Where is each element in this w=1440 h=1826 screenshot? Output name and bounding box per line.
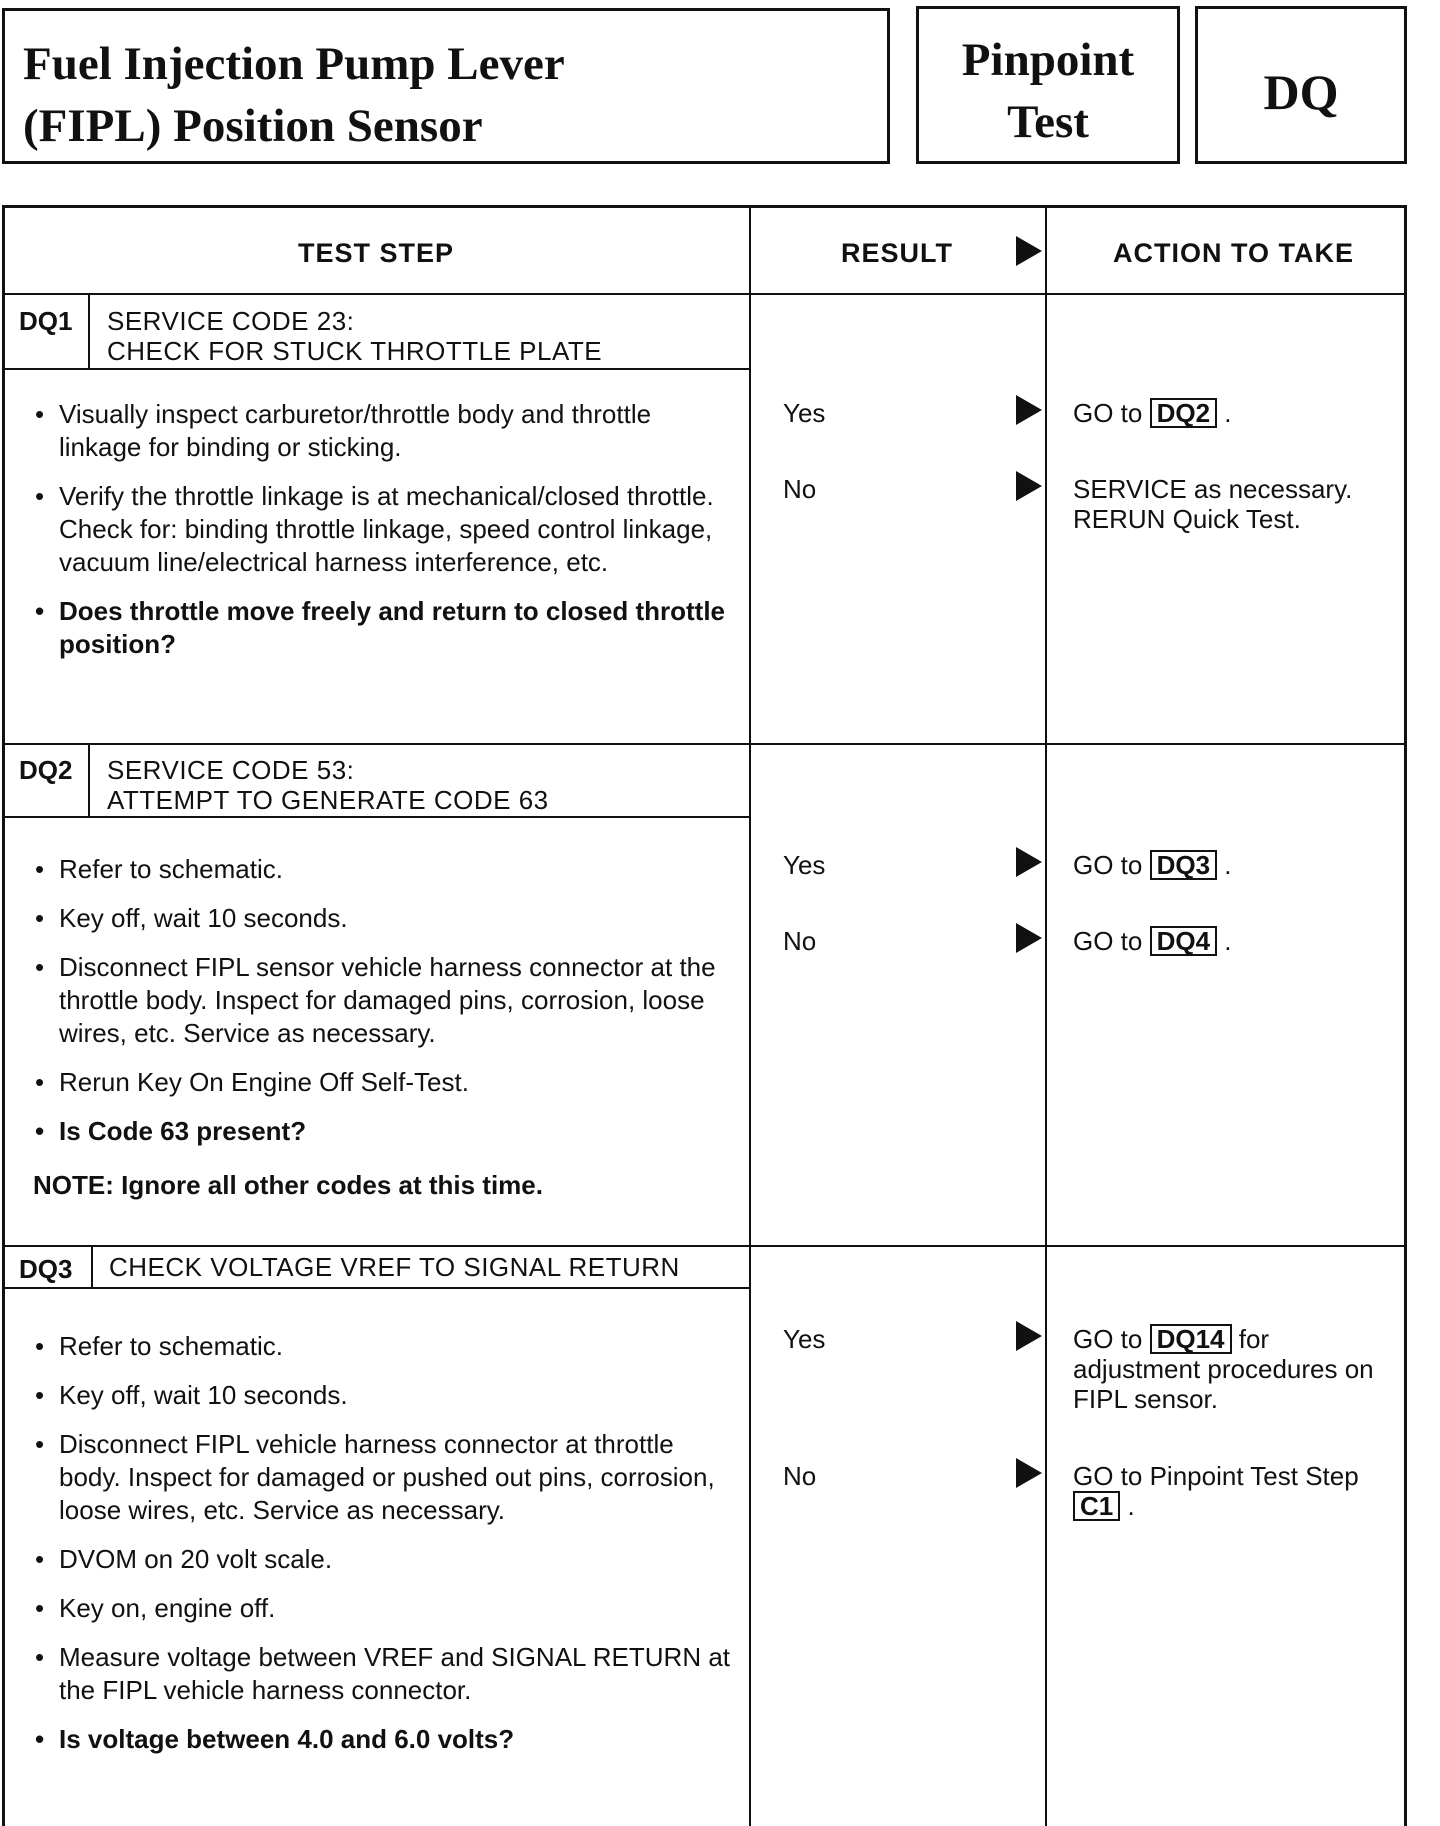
list-item: • Disconnect FIPL sensor vehicle harness connector at the throttle body. Inspect for damaged pins, corrosion, loose wires, etc. Service as necessary. <box>31 951 731 1050</box>
step-divider <box>5 743 1404 745</box>
arrow-right-icon <box>1016 236 1042 266</box>
pinpoint-table <box>2 205 1407 1826</box>
list-item: • Refer to schematic. <box>31 1330 731 1363</box>
step-title-dq1: SERVICE CODE 23: CHECK FOR STUCK THROTTLE PLATE <box>107 306 603 366</box>
action-heading: ACTION TO TAKE <box>1113 238 1354 268</box>
step-question: • Is voltage between 4.0 and 6.0 volts? <box>31 1723 731 1756</box>
test-code: DQ <box>1263 64 1339 120</box>
pinpoint-label: Pinpoint <box>961 34 1135 86</box>
arrow-right-icon <box>1016 923 1042 953</box>
step-note: NOTE: Ignore all other codes at this time. <box>33 1170 543 1200</box>
step-title-divider <box>5 368 749 370</box>
action-no-dq2: GO to DQ4 . <box>1073 926 1232 956</box>
list-item: • Refer to schematic. <box>31 853 731 886</box>
arrow-right-icon <box>1016 1458 1042 1488</box>
list-item: • Key off, wait 10 seconds. <box>31 1379 731 1412</box>
result-no: No <box>783 474 817 504</box>
arrow-right-icon <box>1016 471 1042 501</box>
column-divider <box>1045 208 1047 1826</box>
step-reference[interactable]: C1 <box>1073 1491 1120 1521</box>
heading-divider <box>5 293 1404 295</box>
step-title-divider <box>5 1287 749 1289</box>
step-reference[interactable]: DQ14 <box>1150 1324 1232 1354</box>
result-no: No <box>783 1461 817 1491</box>
step-reference[interactable]: DQ2 <box>1150 398 1217 428</box>
test-label: Test <box>1007 96 1089 148</box>
test-step-heading: TEST STEP <box>298 238 455 268</box>
list-item: • Key on, engine off. <box>31 1592 731 1625</box>
result-yes: Yes <box>783 398 826 428</box>
column-divider <box>749 208 751 1826</box>
pinpoint-test-box <box>916 6 1180 164</box>
list-item: • Rerun Key On Engine Off Self-Test. <box>31 1066 731 1099</box>
list-item: • Disconnect FIPL vehicle harness connector at throttle body. Inspect for damaged or pushed out pins, corrosion, loose wires, etc. Service as necessary. <box>31 1428 731 1527</box>
step-title-divider <box>5 816 749 818</box>
test-code-box <box>1195 6 1407 164</box>
arrow-right-icon <box>1016 395 1042 425</box>
step-title-dq3: CHECK VOLTAGE VREF TO SIGNAL RETURN <box>109 1252 680 1282</box>
list-item: • Measure voltage between VREF and SIGNAL RETURN at the FIPL vehicle harness connector. <box>31 1641 731 1707</box>
result-yes: Yes <box>783 1324 826 1354</box>
step-instructions-dq1 <box>31 398 731 677</box>
arrow-right-icon <box>1016 847 1042 877</box>
step-question: • Is Code 63 present? <box>31 1115 731 1148</box>
list-item: • Verify the throttle linkage is at mechanical/closed throttle. Check for: binding throttle linkage, speed control linkage, vacuum line/electrical harness interference, etc. <box>31 480 731 579</box>
step-question: • Does throttle move freely and return to closed throttle position? <box>31 595 731 661</box>
step-divider <box>5 1245 1404 1247</box>
result-no: No <box>783 926 817 956</box>
list-item: • Key off, wait 10 seconds. <box>31 902 731 935</box>
action-no-dq1: SERVICE as necessary. RERUN Quick Test. <box>1073 474 1353 534</box>
step-instructions-dq3 <box>31 1330 731 1772</box>
step-id-dq1: DQ1 <box>19 306 73 336</box>
action-yes-dq1: GO to DQ2 . <box>1073 398 1232 428</box>
title-box <box>2 8 890 164</box>
action-yes-dq2: GO to DQ3 . <box>1073 850 1232 880</box>
list-item: • Visually inspect carburetor/throttle body and throttle linkage for binding or sticking. <box>31 398 731 464</box>
arrow-right-icon <box>1016 1321 1042 1351</box>
step-id-dq2: DQ2 <box>19 755 73 785</box>
action-yes-dq3: GO to DQ14 for adjustment procedures on FIPL sensor. <box>1073 1324 1374 1414</box>
result-yes: Yes <box>783 850 826 880</box>
list-item: • DVOM on 20 volt scale. <box>31 1543 731 1576</box>
step-reference[interactable]: DQ3 <box>1150 850 1217 880</box>
page-title: Fuel Injection Pump Lever (FIPL) Position Sensor <box>23 38 565 152</box>
step-title-dq2: SERVICE CODE 53: ATTEMPT TO GENERATE CODE 63 <box>107 755 549 815</box>
action-no-dq3: GO to Pinpoint Test Step C1 . <box>1073 1461 1359 1521</box>
step-reference[interactable]: DQ4 <box>1150 926 1217 956</box>
result-heading: RESULT <box>841 238 953 268</box>
step-id-dq3: DQ3 <box>19 1254 73 1284</box>
step-instructions-dq2 <box>31 853 731 1164</box>
